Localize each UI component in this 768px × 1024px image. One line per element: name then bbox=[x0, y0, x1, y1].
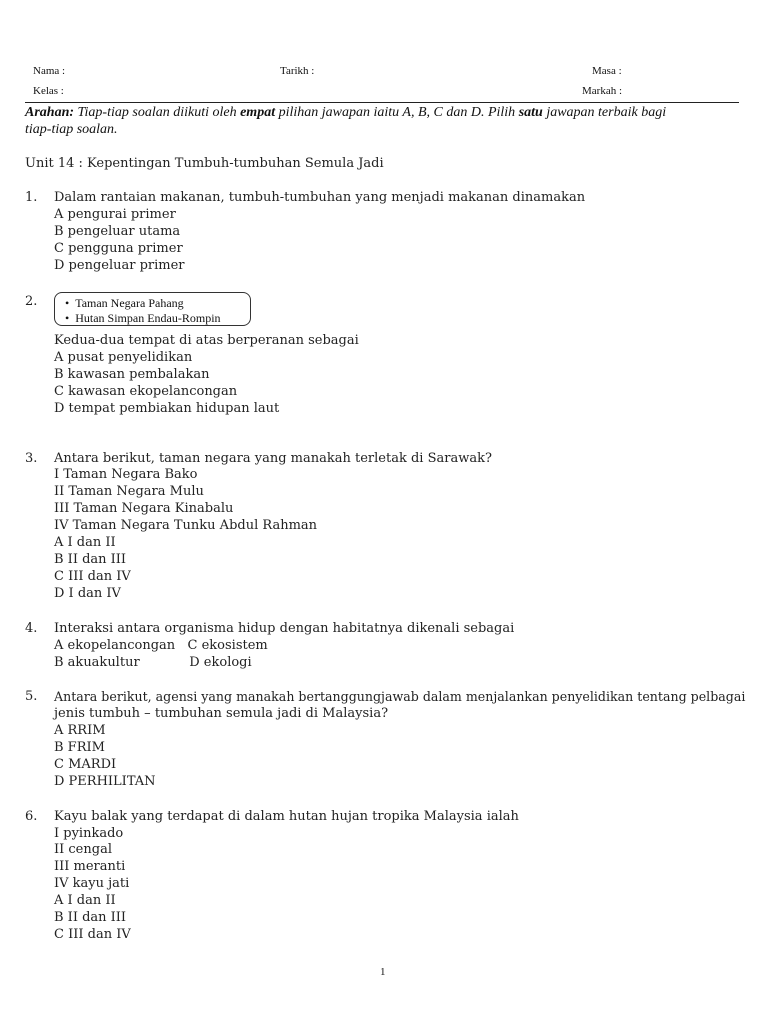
question-number: 3. bbox=[25, 451, 38, 466]
answer-option: A pusat penyelidikan bbox=[54, 350, 193, 365]
answer-option: D pengeluar primer bbox=[54, 258, 185, 273]
instructions: Arahan: Tiap-tiap soalan diikuti oleh empat pilihan jawapan iaitu A, B, C dan D. Pilih satu jawapan terbaik bagi tiap-tiap soalan. bbox=[25, 105, 667, 137]
answer-option: D PERHILITAN bbox=[54, 774, 156, 789]
statement-item: III meranti bbox=[54, 859, 126, 874]
question-text: jenis tumbuh – tumbuhan semula jadi di Malaysia? bbox=[54, 706, 389, 721]
unit-title: Unit 14 : Kepentingan Tumbuh-tumbuhan Semula Jadi bbox=[25, 156, 384, 171]
instructions-label: Arahan: bbox=[25, 105, 75, 120]
statement-item: II Taman Negara Mulu bbox=[54, 484, 204, 499]
header-divider bbox=[25, 102, 739, 103]
answer-option: C kawasan ekopelancongan bbox=[54, 384, 238, 399]
question-number: 4. bbox=[25, 621, 38, 636]
answer-option: A ekopelancongan C ekosistem bbox=[54, 638, 268, 653]
question-number: 1. bbox=[25, 190, 38, 205]
statement-item: I Taman Negara Bako bbox=[54, 467, 198, 482]
answer-option: D tempat pembiakan hidupan laut bbox=[54, 401, 280, 416]
statement-item: II cengal bbox=[54, 842, 112, 857]
answer-option: B II dan III bbox=[54, 552, 127, 567]
nama-label: Nama : bbox=[33, 65, 66, 77]
masa-label: Masa : bbox=[592, 65, 622, 77]
statement-item: IV Taman Negara Tunku Abdul Rahman bbox=[54, 518, 318, 533]
answer-option: B II dan III bbox=[54, 910, 127, 925]
answer-option: B FRIM bbox=[54, 740, 105, 755]
answer-option: B akuakultur D ekologi bbox=[54, 655, 252, 670]
tarikh-label: Tarikh : bbox=[280, 65, 315, 77]
answer-option: C pengguna primer bbox=[54, 241, 183, 256]
answer-option: B pengeluar utama bbox=[54, 224, 181, 239]
question-text: Interaksi antara organisma hidup dengan habitatnya dikenali sebagai bbox=[54, 621, 515, 636]
statement-item: IV kayu jati bbox=[54, 876, 130, 891]
answer-option: C MARDI bbox=[54, 757, 117, 772]
info-box-item: • Taman Negara Pahang bbox=[65, 296, 184, 310]
answer-option: C III dan IV bbox=[54, 569, 131, 584]
statement-item: I pyinkado bbox=[54, 826, 124, 841]
question-number: 6. bbox=[25, 809, 38, 824]
question-text: Kayu balak yang terdapat di dalam hutan hujan tropika Malaysia ialah bbox=[54, 809, 519, 824]
info-box bbox=[54, 292, 251, 326]
answer-option: D I dan IV bbox=[54, 586, 121, 601]
question-text: Kedua-dua tempat di atas berperanan sebagai bbox=[54, 333, 359, 348]
info-box-item: • Hutan Simpan Endau-Rompin bbox=[65, 311, 221, 325]
question-text: Antara berikut, taman negara yang manakah terletak di Sarawak? bbox=[54, 451, 492, 466]
statement-item: III Taman Negara Kinabalu bbox=[54, 501, 234, 516]
markah-label: Markah : bbox=[582, 85, 623, 97]
answer-option: A RRIM bbox=[54, 723, 106, 738]
page-number: 1 bbox=[380, 966, 386, 978]
answer-option: B kawasan pembalakan bbox=[54, 367, 210, 382]
question-number: 5. bbox=[25, 689, 38, 704]
question-text: Antara berikut, agensi yang manakah bertanggungjawab dalam menjalankan penyelidikan tentang pelbagai bbox=[54, 689, 746, 704]
answer-option: A I dan II bbox=[54, 893, 116, 908]
question-number: 2. bbox=[25, 294, 38, 309]
answer-option: C III dan IV bbox=[54, 927, 131, 942]
answer-option: A pengurai primer bbox=[54, 207, 176, 222]
answer-option: A I dan II bbox=[54, 535, 116, 550]
kelas-label: Kelas : bbox=[33, 85, 64, 97]
question-text: Dalam rantaian makanan, tumbuh-tumbuhan yang menjadi makanan dinamakan bbox=[54, 190, 586, 205]
